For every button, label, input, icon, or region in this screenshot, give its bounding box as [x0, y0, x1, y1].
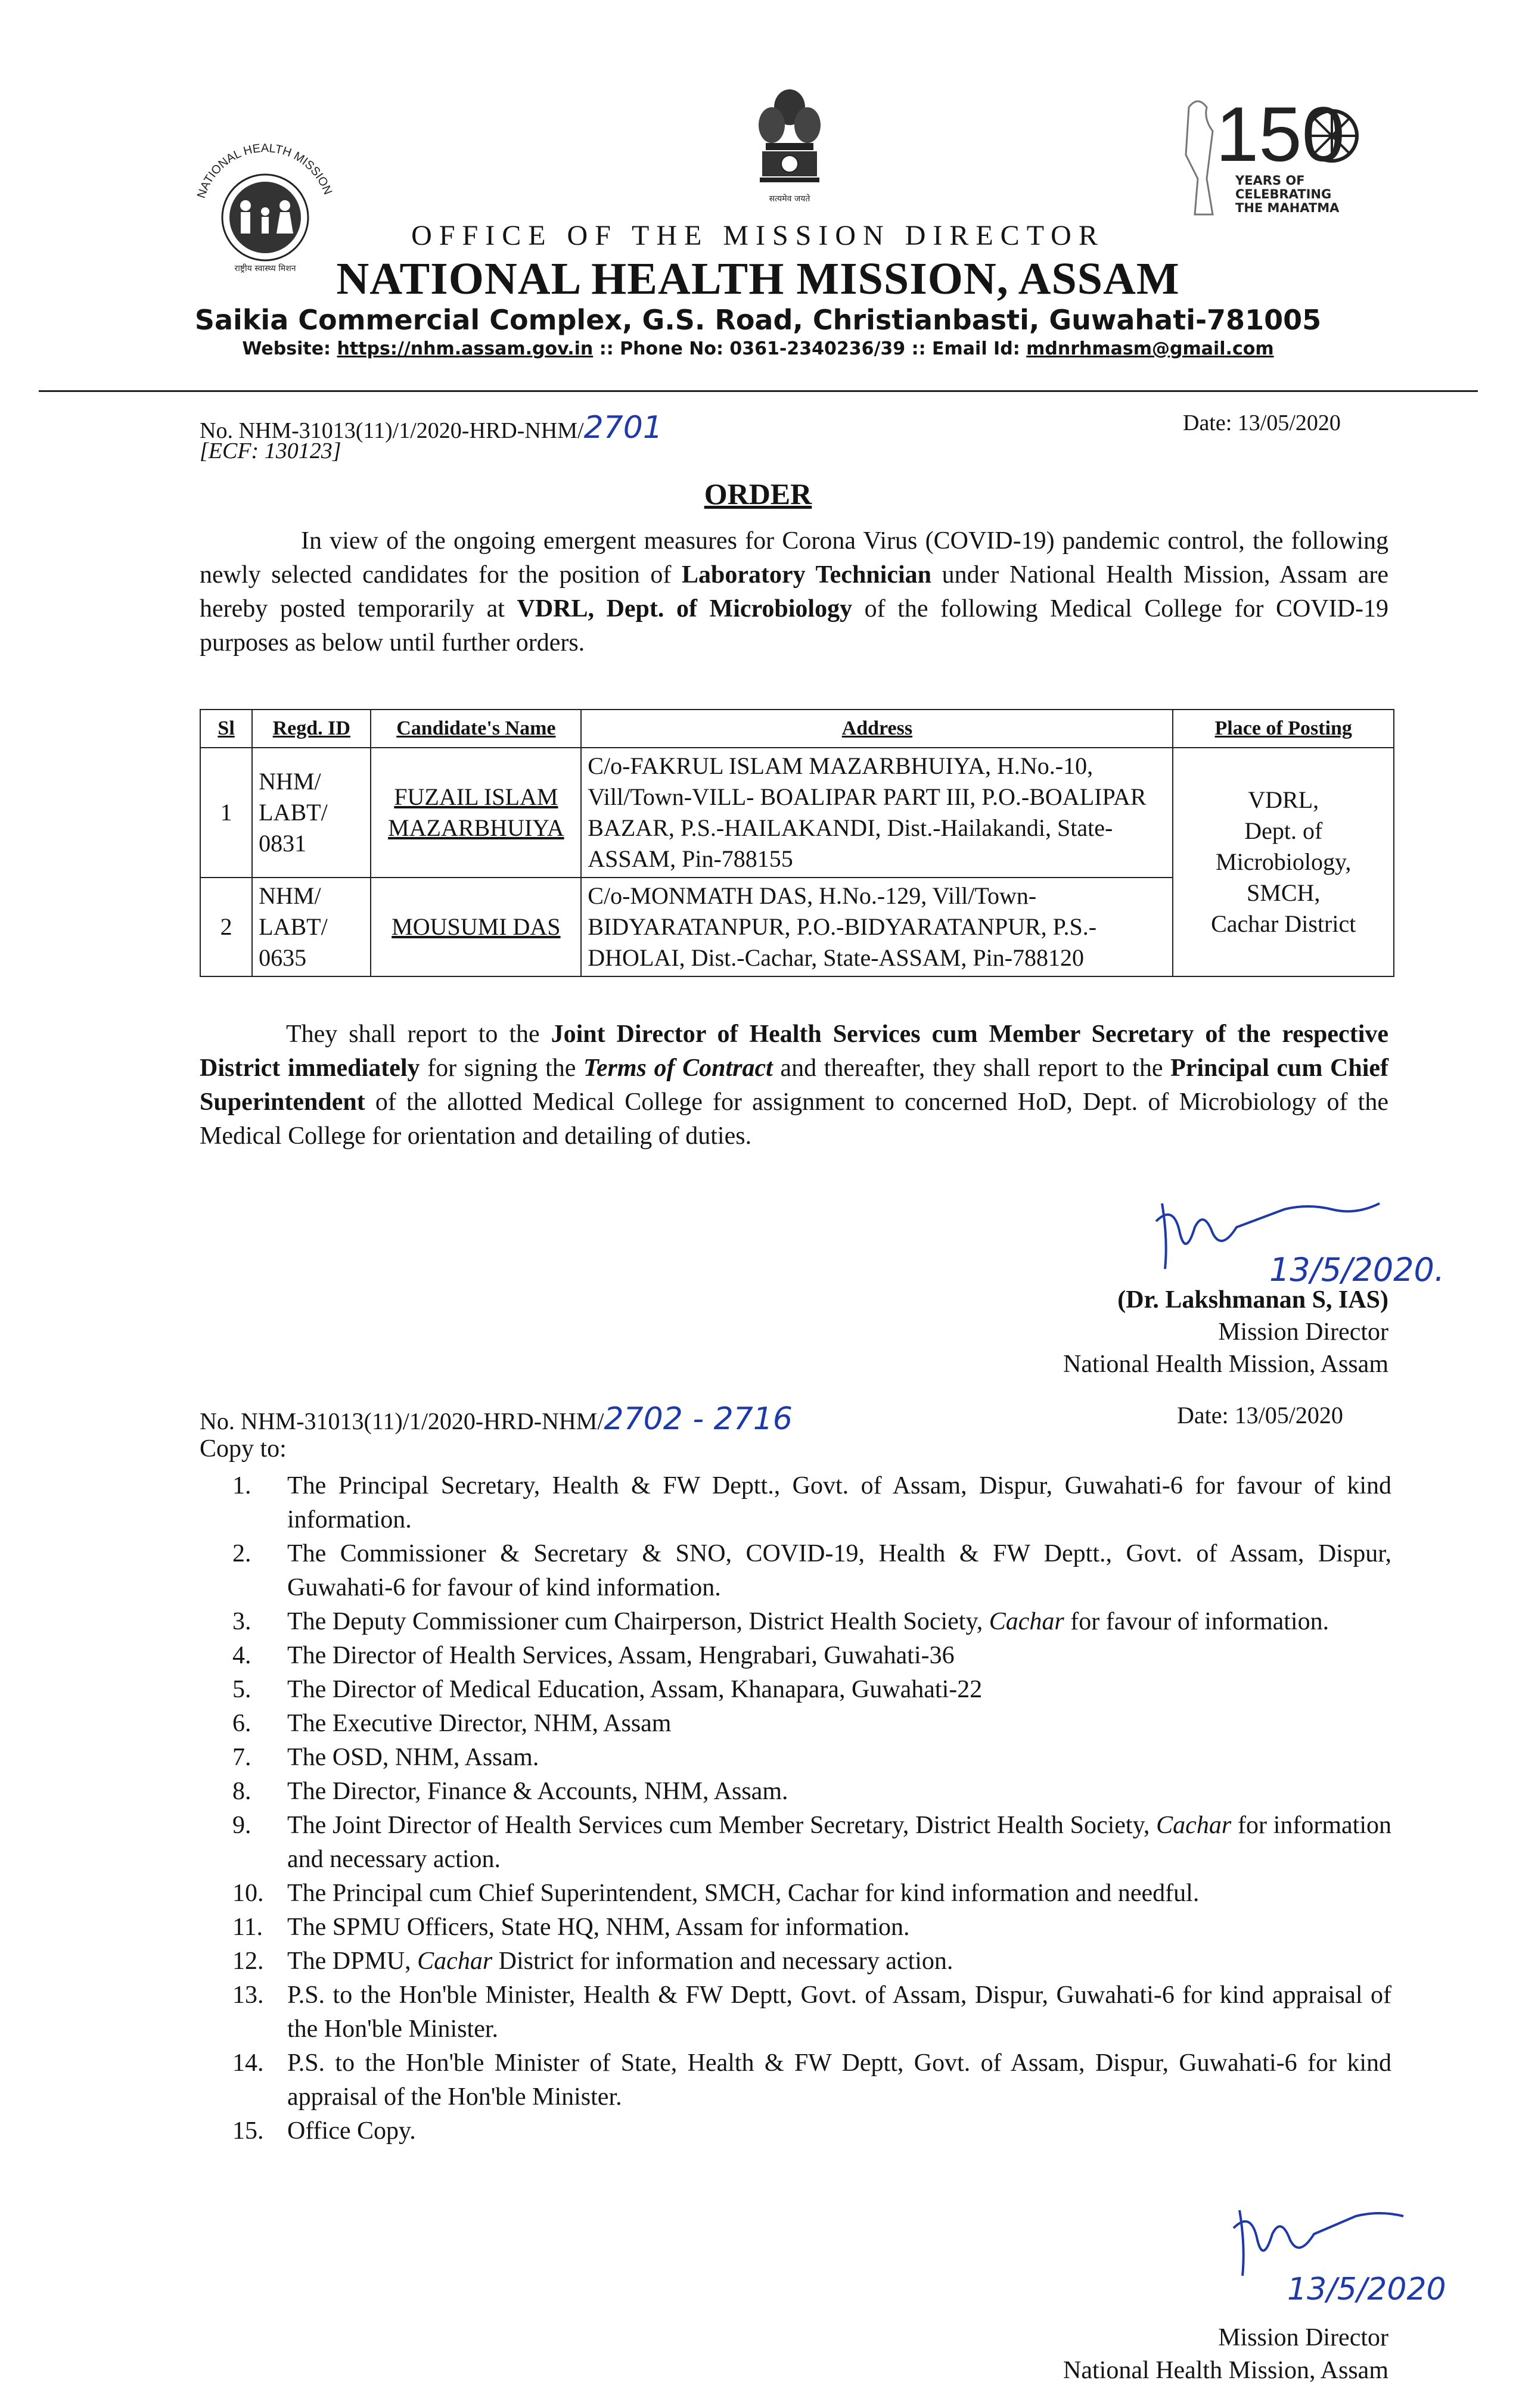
text-run: The Executive Director, NHM, Assam — [287, 1710, 672, 1737]
list-item — [232, 1469, 1391, 1537]
text-run: The Principal cum Chief Superintendent, SMCH, Cachar for kind information and needful. — [287, 1880, 1200, 1907]
regd-id-line: LABT/ — [259, 799, 328, 826]
text-run: The Director, Finance & Accounts, NHM, Assam. — [287, 1778, 788, 1805]
reference-number: No. NHM-31013(11)/1/2020-HRD-NHM/ — [200, 418, 584, 443]
text-run: and thereafter, they shall report to the — [772, 1054, 1171, 1082]
list-item-number: 14. — [232, 2049, 264, 2077]
list-item — [232, 1775, 1391, 1809]
text-run: The Principal Secretary, Health & FW Deptt., Govt. of Assam, Dispur, Guwahati-6 for favour of kind information. — [287, 1472, 1391, 1533]
handwritten-copy-range: 2702 - 2716 — [604, 1401, 793, 1437]
list-item-text — [287, 1945, 1391, 1978]
order-paragraph-1 — [200, 524, 1388, 660]
list-item-number: 4. — [232, 1642, 251, 1669]
list-item-text — [287, 2046, 1391, 2114]
office-address: Saikia Commercial Complex, G.S. Road, Christianbasti, Guwahati-781005 — [194, 304, 1322, 336]
text-run: The Deputy Commissioner cum Chairperson, District Health Society, — [287, 1608, 989, 1635]
regd-id-line: 0635 — [259, 944, 307, 971]
header-address: Address — [581, 710, 1173, 748]
candidate-name-line: MOUSUMI DAS — [392, 913, 561, 940]
svg-text:राष्ट्रीय स्वास्थ्य मिशन: राष्ट्रीय स्वास्थ्य मिशन — [234, 264, 296, 273]
list-item-text — [287, 1911, 1391, 1945]
text-run: Cachar — [989, 1608, 1064, 1635]
svg-text:THE MAHATMA: THE MAHATMA — [1235, 201, 1340, 215]
signatory-name: (Dr. Lakshmanan S, IAS) — [1117, 1286, 1388, 1314]
posting-line: Cachar District — [1211, 910, 1356, 937]
copy-reference — [200, 1401, 793, 1437]
row-address: C/o-FAKRUL ISLAM MAZARBHUIYA, H.No.-10, Vill/Town-VILL- BOALIPAR PART III, P.O.-BOALIPAR BAZAR, P.S.-HAILAKANDI, Dist.-Hailakandi, State-ASSAM, Pin-788155 — [581, 748, 1173, 878]
text-run: Principal cum Chief Superintendent — [200, 1054, 1388, 1116]
copy-to-label: Copy to: — [200, 1435, 287, 1463]
list-item — [232, 1741, 1391, 1775]
candidate-name-line: MAZARBHUIYA — [388, 814, 564, 841]
posting-table — [200, 709, 1394, 977]
text-run: They shall report to the — [286, 1021, 551, 1048]
list-item-text — [287, 1639, 1391, 1673]
header-regd-id: Regd. ID — [252, 710, 371, 748]
list-item — [232, 1707, 1391, 1741]
ashoka-emblem — [748, 83, 831, 211]
text-run: VDRL, Dept. of Microbiology — [517, 595, 853, 623]
list-item-number: 9. — [232, 1812, 251, 1839]
row-sl: 1 — [200, 748, 252, 878]
copy-reference-number: No. NHM-31013(11)/1/2020-HRD-NHM/ — [200, 1408, 604, 1435]
row-address: C/o-MONMATH DAS, H.No.-129, Vill/Town-BIDYARATANPUR, P.O.-BIDYARATANPUR, P.S.-DHOLAI, Dist.-Cachar, State-ASSAM, Pin-788120 — [581, 878, 1173, 976]
closing-signature — [1216, 2198, 1490, 2335]
list-item — [232, 1639, 1391, 1673]
list-item-text — [287, 2114, 1391, 2148]
contact-line — [0, 338, 1516, 359]
row-candidate-name — [371, 748, 581, 878]
list-item-text — [287, 1978, 1391, 2046]
text-run: The Director of Medical Education, Assam, Khanapara, Guwahati-22 — [287, 1676, 983, 1703]
text-run: for signing the — [420, 1054, 584, 1082]
list-item-number: 7. — [232, 1744, 251, 1771]
candidate-name-line: FUZAIL ISLAM — [394, 783, 558, 810]
text-run: under National Health Mission, Assam are hereby posted temporarily at — [200, 561, 1389, 623]
header-sl: Sl — [200, 710, 252, 748]
list-item-number: 5. — [232, 1676, 251, 1703]
header-place-of-posting: Place of Posting — [1173, 710, 1394, 748]
list-item-text — [287, 1741, 1391, 1775]
list-item-text — [287, 1537, 1391, 1605]
text-run: The OSD, NHM, Assam. — [287, 1744, 539, 1771]
gandhi-150-badge — [1165, 89, 1380, 238]
svg-text:NATIONAL HEALTH MISSION: NATIONAL HEALTH MISSION — [194, 143, 335, 200]
row-sl: 2 — [200, 878, 252, 976]
header-candidate-name: Candidate's Name — [371, 710, 581, 748]
text-run: for favour of information. — [1064, 1608, 1329, 1635]
svg-text:सत्यमेव जयते: सत्यमेव जयते — [769, 194, 810, 204]
order-date: Date: 13/05/2020 — [1183, 410, 1341, 435]
text-run: Cachar — [1156, 1812, 1232, 1839]
list-item-number: 12. — [232, 1947, 264, 1975]
posting-line: Microbiology, — [1216, 848, 1352, 875]
list-item — [232, 1978, 1391, 2046]
order-title: ORDER — [704, 477, 812, 511]
svg-text:YEARS OF: YEARS OF — [1235, 173, 1305, 188]
office-line: OFFICE OF THE MISSION DIRECTOR — [411, 220, 1105, 251]
place-of-posting — [1173, 748, 1394, 976]
table-header-row — [200, 710, 1394, 748]
row-regd-id — [252, 878, 371, 976]
organization-title: NATIONAL HEALTH MISSION, ASSAM — [336, 254, 1180, 304]
list-item-text — [287, 1877, 1391, 1911]
copy-date: Date: 13/05/2020 — [1177, 1402, 1343, 1429]
website-label: Website: — [242, 338, 337, 359]
closing-title: Mission Director — [1218, 2324, 1388, 2351]
list-item-number: 11. — [232, 1914, 263, 1941]
list-item — [232, 1911, 1391, 1945]
text-run: P.S. to the Hon'ble Minister of State, Health & FW Deptt, Govt. of Assam, Dispur, Guwahati-6 for kind appraisal of the Hon'ble Minister. — [287, 2049, 1391, 2111]
list-item-text — [287, 1605, 1391, 1639]
svg-text:150: 150 — [1216, 91, 1345, 178]
list-item-text — [287, 1809, 1391, 1877]
list-item-number: 10. — [232, 1880, 264, 1907]
list-item-number: 1. — [232, 1472, 251, 1499]
list-item — [232, 1809, 1391, 1877]
posting-line: Dept. of — [1244, 817, 1323, 844]
list-item-number: 13. — [232, 1981, 264, 2009]
posting-line: SMCH, — [1247, 879, 1321, 906]
text-run: The Commissioner & Secretary & SNO, COVID-19, Health & FW Deptt., Govt. of Assam, Dispur, Guwahati-6 for favour of kind information. — [287, 1540, 1391, 1601]
text-run: Laboratory Technician — [682, 561, 932, 589]
row-candidate-name — [371, 878, 581, 976]
svg-text:13/5/2020: 13/5/2020 — [1287, 2272, 1446, 2307]
handwritten-order-number: 2701 — [583, 410, 663, 446]
text-run: The DPMU, — [287, 1947, 418, 1975]
closing-organization: National Health Mission, Assam — [1063, 2357, 1388, 2384]
svg-text:CELEBRATING: CELEBRATING — [1235, 187, 1332, 201]
text-run: Office Copy. — [287, 2117, 416, 2145]
text-run: Joint Director of Health Services cum Member Secretary of the respective District immediately — [200, 1021, 1389, 1082]
list-item-text — [287, 1707, 1391, 1741]
copy-to-list — [232, 1469, 1391, 2148]
text-run: Terms of Contract — [583, 1054, 773, 1082]
text-run: The Joint Director of Health Services cum Member Secretary, District Health Society, — [287, 1812, 1157, 1839]
text-run: for information and necessary action. — [287, 1812, 1392, 1873]
ecf-number: [ECF: 130123] — [200, 438, 341, 463]
text-run: In view of the ongoing emergent measures for Corona Virus (COVID-19) pandemic control, the following newly selected candidates for the position of — [200, 527, 1388, 589]
row-regd-id — [252, 748, 371, 878]
regd-id-line: NHM/ — [259, 768, 321, 795]
signatory-organization: National Health Mission, Assam — [1063, 1351, 1388, 1378]
order-paragraph-2 — [200, 1018, 1388, 1153]
list-item — [232, 1945, 1391, 1978]
text-run: The SPMU Officers, State HQ, NHM, Assam for information. — [287, 1914, 910, 1941]
list-item — [232, 2046, 1391, 2114]
text-run: District for information and necessary action. — [492, 1947, 953, 1975]
list-item-number: 3. — [232, 1608, 251, 1635]
website-link[interactable]: https://nhm.assam.gov.in — [337, 338, 594, 359]
list-item-text — [287, 1469, 1391, 1537]
list-item — [232, 1537, 1391, 1605]
list-item-number: 2. — [232, 1540, 251, 1567]
text-run: P.S. to the Hon'ble Minister, Health & FW Deptt, Govt. of Assam, Dispur, Guwahati-6 for kind appraisal of the Hon'ble Minister. — [287, 1981, 1391, 2043]
list-item — [232, 1877, 1391, 1911]
regd-id-line: 0831 — [259, 830, 307, 857]
text-run: of the following Medical College for COVID-19 purposes as below until further orders. — [200, 595, 1388, 657]
signatory-title: Mission Director — [1218, 1318, 1388, 1346]
list-item-number: 15. — [232, 2117, 264, 2145]
text-run: Cachar — [417, 1947, 493, 1975]
table-row — [200, 748, 1394, 878]
posting-line: VDRL, — [1248, 786, 1319, 813]
svg-text:13/5/2020.: 13/5/2020. — [1269, 1251, 1445, 1289]
list-item-number: 8. — [232, 1778, 251, 1805]
phone-info: :: Phone No: 0361-2340236/39 :: Email Id: — [593, 338, 1027, 359]
regd-id-line: NHM/ — [259, 882, 321, 909]
list-item-number: 6. — [232, 1710, 251, 1737]
list-item — [232, 1673, 1391, 1707]
text-run: The Director of Health Services, Assam, Hengrabari, Guwahati-36 — [287, 1642, 955, 1669]
list-item — [232, 2114, 1391, 2148]
email-link[interactable]: mdnrhmasm@gmail.com — [1026, 338, 1274, 359]
list-item — [232, 1605, 1391, 1639]
list-item-text — [287, 1775, 1391, 1809]
list-item-text — [287, 1673, 1391, 1707]
regd-id-line: LABT/ — [259, 913, 328, 940]
text-run: of the allotted Medical College for assignment to concerned HoD, Dept. of Microbiology of the Medical College for orientation and detailing of duties. — [200, 1088, 1388, 1150]
header-divider — [39, 390, 1478, 392]
